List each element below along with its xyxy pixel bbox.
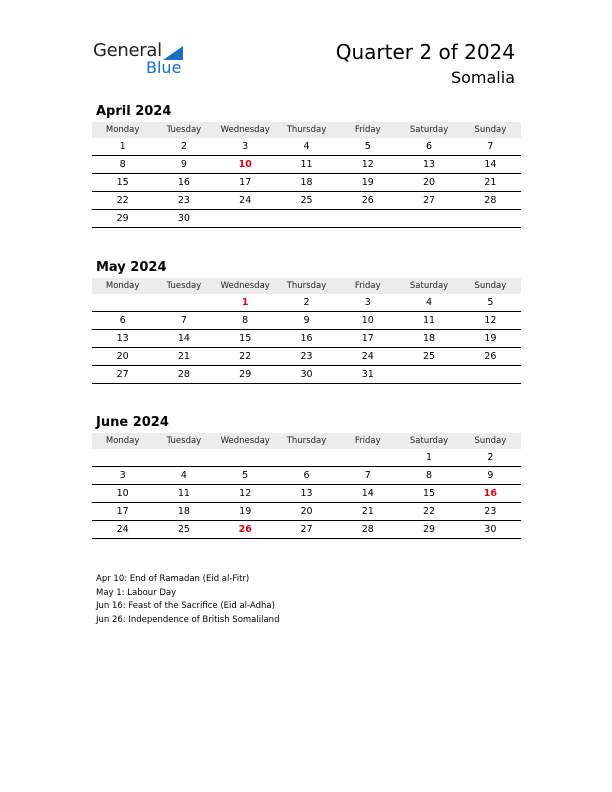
day-cell bbox=[276, 210, 337, 228]
day-cell: 14 bbox=[337, 485, 398, 503]
day-cell: 27 bbox=[276, 521, 337, 539]
day-cell: 27 bbox=[92, 366, 153, 384]
day-cell: 16 bbox=[460, 485, 521, 503]
day-cell: 4 bbox=[153, 467, 214, 485]
day-cell bbox=[153, 294, 214, 312]
weekday-header-row bbox=[92, 433, 521, 449]
month-title: May 2024 bbox=[96, 260, 167, 275]
day-cell: 1 bbox=[215, 294, 276, 312]
day-cell: 7 bbox=[337, 467, 398, 485]
day-cell: 19 bbox=[460, 330, 521, 348]
day-cell: 8 bbox=[215, 312, 276, 330]
weekday-header-row bbox=[92, 278, 521, 294]
day-cell: 24 bbox=[215, 192, 276, 210]
week-row bbox=[92, 366, 521, 384]
day-cell: 4 bbox=[398, 294, 459, 312]
day-cell: 5 bbox=[460, 294, 521, 312]
weekday-header: Tuesday bbox=[153, 433, 214, 449]
weekday-header: Wednesday bbox=[215, 122, 276, 138]
day-cell: 17 bbox=[215, 174, 276, 192]
day-cell: 26 bbox=[215, 521, 276, 539]
day-cell: 8 bbox=[398, 467, 459, 485]
week-row bbox=[92, 330, 521, 348]
weekday-header: Friday bbox=[337, 433, 398, 449]
day-cell: 30 bbox=[153, 210, 214, 228]
day-cell: 15 bbox=[92, 174, 153, 192]
holiday-note: May 1: Labour Day bbox=[96, 587, 177, 598]
day-cell: 5 bbox=[215, 467, 276, 485]
day-cell: 17 bbox=[92, 503, 153, 521]
day-cell: 1 bbox=[398, 449, 459, 467]
day-cell: 30 bbox=[460, 521, 521, 539]
week-row bbox=[92, 174, 521, 192]
weekday-header: Monday bbox=[92, 433, 153, 449]
day-cell: 27 bbox=[398, 192, 459, 210]
day-cell: 20 bbox=[398, 174, 459, 192]
weekday-header: Sunday bbox=[460, 278, 521, 294]
week-row bbox=[92, 312, 521, 330]
weekday-header: Monday bbox=[92, 122, 153, 138]
logo-word-blue: Blue bbox=[146, 58, 182, 77]
day-cell bbox=[276, 449, 337, 467]
holiday-notes bbox=[96, 573, 279, 627]
day-cell: 11 bbox=[276, 156, 337, 174]
day-cell: 3 bbox=[92, 467, 153, 485]
day-cell: 22 bbox=[398, 503, 459, 521]
day-cell: 28 bbox=[153, 366, 214, 384]
day-cell: 31 bbox=[337, 366, 398, 384]
day-cell: 18 bbox=[276, 174, 337, 192]
day-cell: 11 bbox=[398, 312, 459, 330]
month-calendar bbox=[92, 260, 521, 384]
day-cell: 22 bbox=[92, 192, 153, 210]
day-cell: 1 bbox=[92, 138, 153, 156]
day-cell bbox=[398, 366, 459, 384]
week-row bbox=[92, 138, 521, 156]
day-cell: 25 bbox=[153, 521, 214, 539]
day-cell: 21 bbox=[460, 174, 521, 192]
day-cell: 9 bbox=[153, 156, 214, 174]
weekday-header: Saturday bbox=[398, 122, 459, 138]
day-cell: 8 bbox=[92, 156, 153, 174]
holiday-note: Apr 10: End of Ramadan (Eid al-Fitr) bbox=[96, 574, 250, 584]
day-cell: 10 bbox=[337, 312, 398, 330]
page-title: Quarter 2 of 2024 bbox=[335, 40, 515, 64]
month-title: April 2024 bbox=[96, 104, 172, 119]
day-cell: 23 bbox=[460, 503, 521, 521]
day-cell: 23 bbox=[276, 348, 337, 366]
day-cell: 24 bbox=[337, 348, 398, 366]
logo bbox=[93, 40, 193, 80]
month-table bbox=[92, 433, 521, 539]
weekday-header: Sunday bbox=[460, 122, 521, 138]
week-row bbox=[92, 156, 521, 174]
holiday-note: Jun 16: Feast of the Sacrifice (Eid al-Adha) bbox=[96, 601, 275, 611]
day-cell: 15 bbox=[398, 485, 459, 503]
week-row bbox=[92, 449, 521, 467]
day-cell: 2 bbox=[153, 138, 214, 156]
day-cell: 5 bbox=[337, 138, 398, 156]
weekday-header: Friday bbox=[337, 122, 398, 138]
week-row bbox=[92, 348, 521, 366]
day-cell: 18 bbox=[153, 503, 214, 521]
day-cell: 19 bbox=[215, 503, 276, 521]
day-cell: 17 bbox=[337, 330, 398, 348]
day-cell: 21 bbox=[153, 348, 214, 366]
day-cell: 14 bbox=[460, 156, 521, 174]
weekday-header: Tuesday bbox=[153, 278, 214, 294]
weekday-header: Sunday bbox=[460, 433, 521, 449]
day-cell bbox=[215, 210, 276, 228]
day-cell bbox=[398, 210, 459, 228]
day-cell: 29 bbox=[215, 366, 276, 384]
day-cell: 13 bbox=[276, 485, 337, 503]
day-cell: 20 bbox=[276, 503, 337, 521]
day-cell bbox=[337, 210, 398, 228]
weekday-header: Tuesday bbox=[153, 122, 214, 138]
day-cell: 16 bbox=[276, 330, 337, 348]
weekday-header: Wednesday bbox=[215, 278, 276, 294]
week-row bbox=[92, 294, 521, 312]
weekday-header: Monday bbox=[92, 278, 153, 294]
logo-word-general: General bbox=[93, 40, 162, 61]
day-cell: 15 bbox=[215, 330, 276, 348]
day-cell: 2 bbox=[460, 449, 521, 467]
week-row bbox=[92, 210, 521, 228]
day-cell bbox=[460, 366, 521, 384]
day-cell: 19 bbox=[337, 174, 398, 192]
week-row bbox=[92, 192, 521, 210]
weekday-header: Thursday bbox=[276, 433, 337, 449]
day-cell bbox=[460, 210, 521, 228]
weekday-header-row bbox=[92, 122, 521, 138]
day-cell: 4 bbox=[276, 138, 337, 156]
day-cell: 18 bbox=[398, 330, 459, 348]
day-cell: 9 bbox=[460, 467, 521, 485]
day-cell: 20 bbox=[92, 348, 153, 366]
day-cell bbox=[215, 449, 276, 467]
day-cell: 6 bbox=[398, 138, 459, 156]
day-cell: 28 bbox=[460, 192, 521, 210]
day-cell: 26 bbox=[460, 348, 521, 366]
weekday-header: Saturday bbox=[398, 278, 459, 294]
month-calendar bbox=[92, 104, 521, 228]
week-row bbox=[92, 521, 521, 539]
day-cell: 24 bbox=[92, 521, 153, 539]
day-cell: 3 bbox=[337, 294, 398, 312]
week-row bbox=[92, 467, 521, 485]
day-cell: 29 bbox=[92, 210, 153, 228]
day-cell: 12 bbox=[460, 312, 521, 330]
day-cell: 12 bbox=[215, 485, 276, 503]
country-name: Somalia bbox=[450, 68, 515, 87]
day-cell: 14 bbox=[153, 330, 214, 348]
day-cell: 29 bbox=[398, 521, 459, 539]
week-row bbox=[92, 503, 521, 521]
day-cell: 6 bbox=[92, 312, 153, 330]
weekday-header: Friday bbox=[337, 278, 398, 294]
month-table bbox=[92, 122, 521, 228]
day-cell: 10 bbox=[215, 156, 276, 174]
weekday-header: Thursday bbox=[276, 122, 337, 138]
day-cell: 26 bbox=[337, 192, 398, 210]
day-cell: 30 bbox=[276, 366, 337, 384]
day-cell: 23 bbox=[153, 192, 214, 210]
day-cell: 13 bbox=[398, 156, 459, 174]
month-title: June 2024 bbox=[96, 415, 169, 430]
day-cell bbox=[92, 294, 153, 312]
day-cell: 25 bbox=[398, 348, 459, 366]
day-cell: 13 bbox=[92, 330, 153, 348]
day-cell: 21 bbox=[337, 503, 398, 521]
day-cell: 7 bbox=[460, 138, 521, 156]
weekday-header: Saturday bbox=[398, 433, 459, 449]
weekday-header: Thursday bbox=[276, 278, 337, 294]
holiday-note: Jun 26: Independence of British Somaliland bbox=[96, 614, 280, 625]
day-cell: 3 bbox=[215, 138, 276, 156]
week-row bbox=[92, 485, 521, 503]
day-cell: 25 bbox=[276, 192, 337, 210]
day-cell: 28 bbox=[337, 521, 398, 539]
month-calendar bbox=[92, 415, 521, 539]
day-cell: 7 bbox=[153, 312, 214, 330]
month-table bbox=[92, 278, 521, 384]
day-cell: 10 bbox=[92, 485, 153, 503]
day-cell bbox=[337, 449, 398, 467]
weekday-header: Wednesday bbox=[215, 433, 276, 449]
day-cell: 16 bbox=[153, 174, 214, 192]
day-cell bbox=[153, 449, 214, 467]
day-cell: 22 bbox=[215, 348, 276, 366]
day-cell bbox=[92, 449, 153, 467]
day-cell: 6 bbox=[276, 467, 337, 485]
day-cell: 2 bbox=[276, 294, 337, 312]
day-cell: 9 bbox=[276, 312, 337, 330]
day-cell: 11 bbox=[153, 485, 214, 503]
day-cell: 12 bbox=[337, 156, 398, 174]
